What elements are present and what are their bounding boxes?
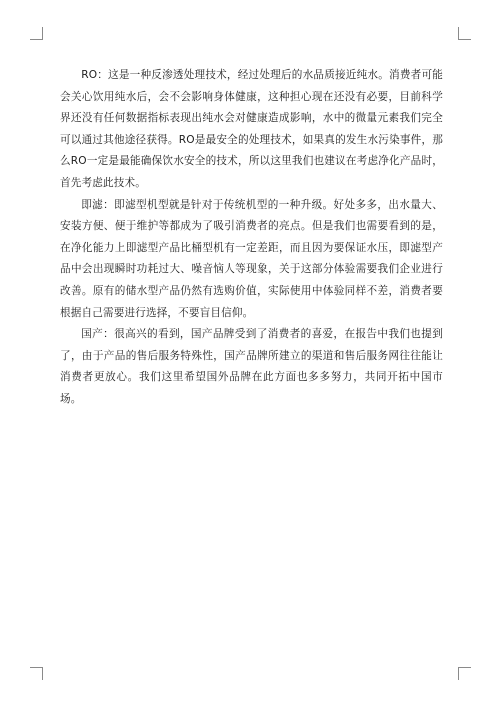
crop-mark-bottom-left (30, 667, 43, 680)
paragraph-ro: RO：这是一种反渗透处理技术，经过处理后的水品质接近纯水。消费者可能会关心饮用纯水后，会不会影响身体健康，这种担心现在还没有必要，目前科学界还没有任何数据指标表现出纯水会对健康造成影响，水中的微量元素我们完全可以通过其他途径获得。RO是最安全的处理技术，如果真的发生水污染事件，那么RO一定是最能确保饮水安全的技术，所以这里我们也建议在考虑净化产品时，首先考虑此技术。 (60, 69, 443, 189)
body-text (60, 65, 443, 411)
crop-mark-bottom-right (458, 667, 471, 680)
crop-mark-top-left (30, 27, 43, 40)
crop-mark-top-right (458, 27, 471, 40)
paragraph-instant-filter: 即滤：即滤型机型就是针对于传统机型的一种升级。好处多多，出水量大、安装方便、便于维护等都成为了吸引消费者的亮点。但是我们也需要看到的是，在净化能力上即滤型产品比桶型机有一定差距，而且因为要保证水压，即滤型产品中会出现瞬时功耗过大、噪音恼人等现象，关于这部分体验需要我们企业进行改善。原有的储水型产品仍然有选购价值，实际使用中体验同样不差，消费者要根据自己需要进行选择，不要盲目信仰。 (60, 198, 443, 319)
paragraph-domestic: 国产：很高兴的看到，国产品牌受到了消费者的喜爱，在报告中我们也提到了，由于产品的售后服务特殊性，国产品牌所建立的渠道和售后服务网往往能让消费者更放心。我们这里希望国外品牌在此方面也多多努力，共同开拓中国市场。 (60, 328, 443, 405)
